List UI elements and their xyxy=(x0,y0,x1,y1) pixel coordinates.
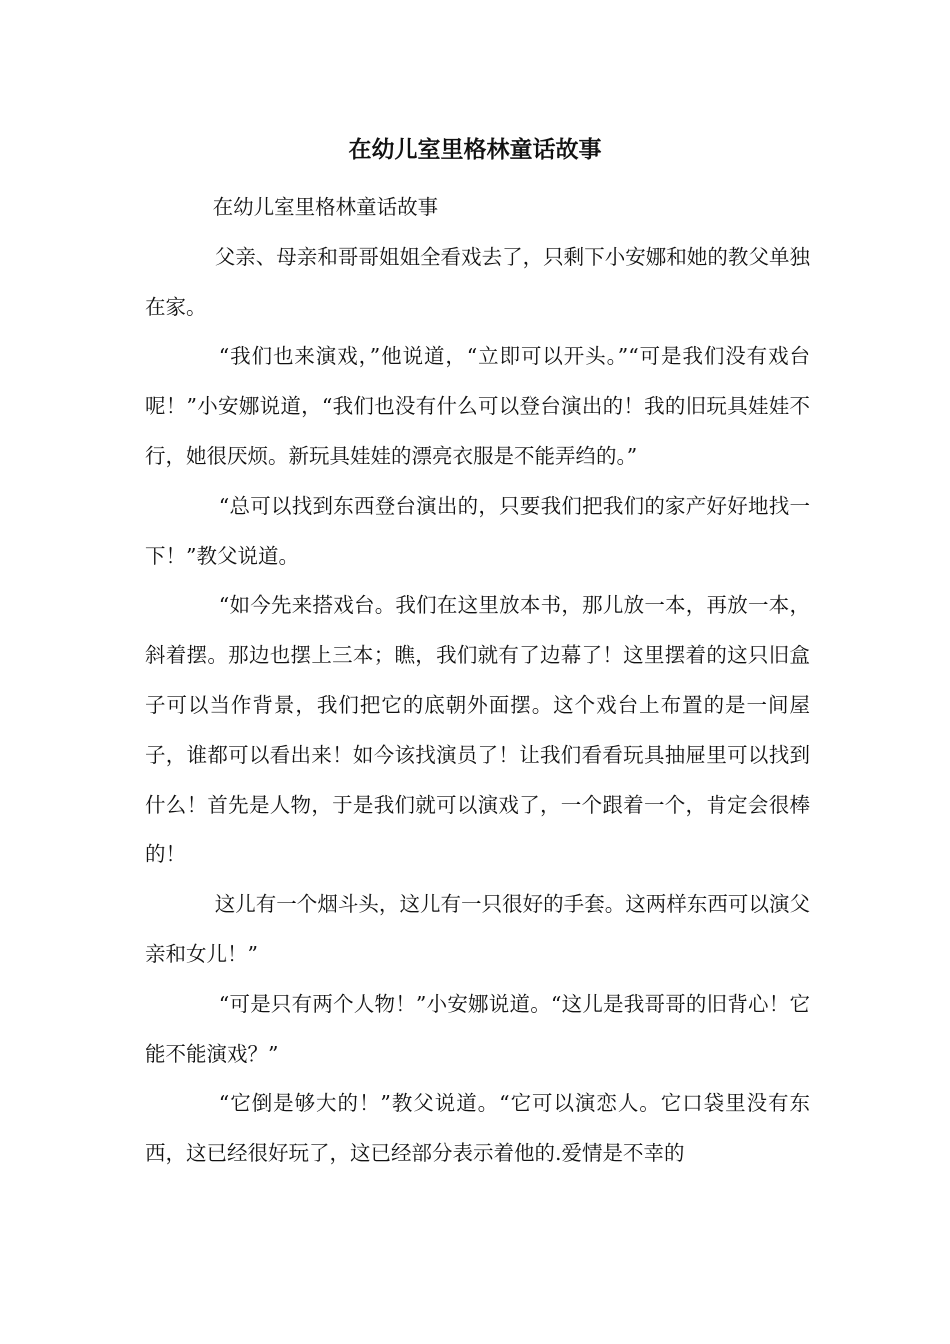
paragraph: “总可以找到东西登台演出的，只要我们把我们的家产好好地找一下！”教父说道。 xyxy=(145,493,810,568)
paragraph: 这儿有一个烟斗头，这儿有一只很好的手套。这两样东西可以演父亲和女儿！” xyxy=(145,892,810,966)
paragraph: “可是只有两个人物！”小安娜说道。“这儿是我哥哥的旧背心！它能不能演戏？” xyxy=(145,991,810,1066)
paragraph: “如今先来搭戏台。我们在这里放本书，那儿放一本，再放一本，斜着摆。那边也摆上三本；瞧，我们就有了边幕了！这里摆着的这只旧盒子可以当作背景，我们把它的底朝外面摆。这个戏台上布置的是一间屋子，谁都可以看出来！如今该找演员了！让我们看看玩具抽屉里可以找到什么！首先是人物，于是我们就可以演戏了，一个跟着一个，肯定会很棒的！ xyxy=(145,593,810,867)
subtitle-paragraph: 在幼儿室里格林童话故事 xyxy=(212,195,439,219)
document-title: 在幼儿室里格林童话故事 xyxy=(348,137,602,163)
paragraph: “它倒是够大的！”教父说道。“它可以演恋人。它口袋里没有东西，这已经很好玩了，这已经部分表示着他的.爱情是不幸的 xyxy=(145,1091,810,1166)
paragraph: 父亲、母亲和哥哥姐姐全看戏去了，只剩下小安娜和她的教父单独在家。 xyxy=(145,244,810,319)
paragraph: “我们也来演戏，”他说道，“立即可以开头。”“可是我们没有戏台呢！”小安娜说道，“我们也没有什么可以登台演出的！我的旧玩具娃娃不行，她很厌烦。新玩具娃娃的漂亮衣服是不能弄绉的。” xyxy=(145,344,810,468)
document-body xyxy=(145,183,810,1179)
